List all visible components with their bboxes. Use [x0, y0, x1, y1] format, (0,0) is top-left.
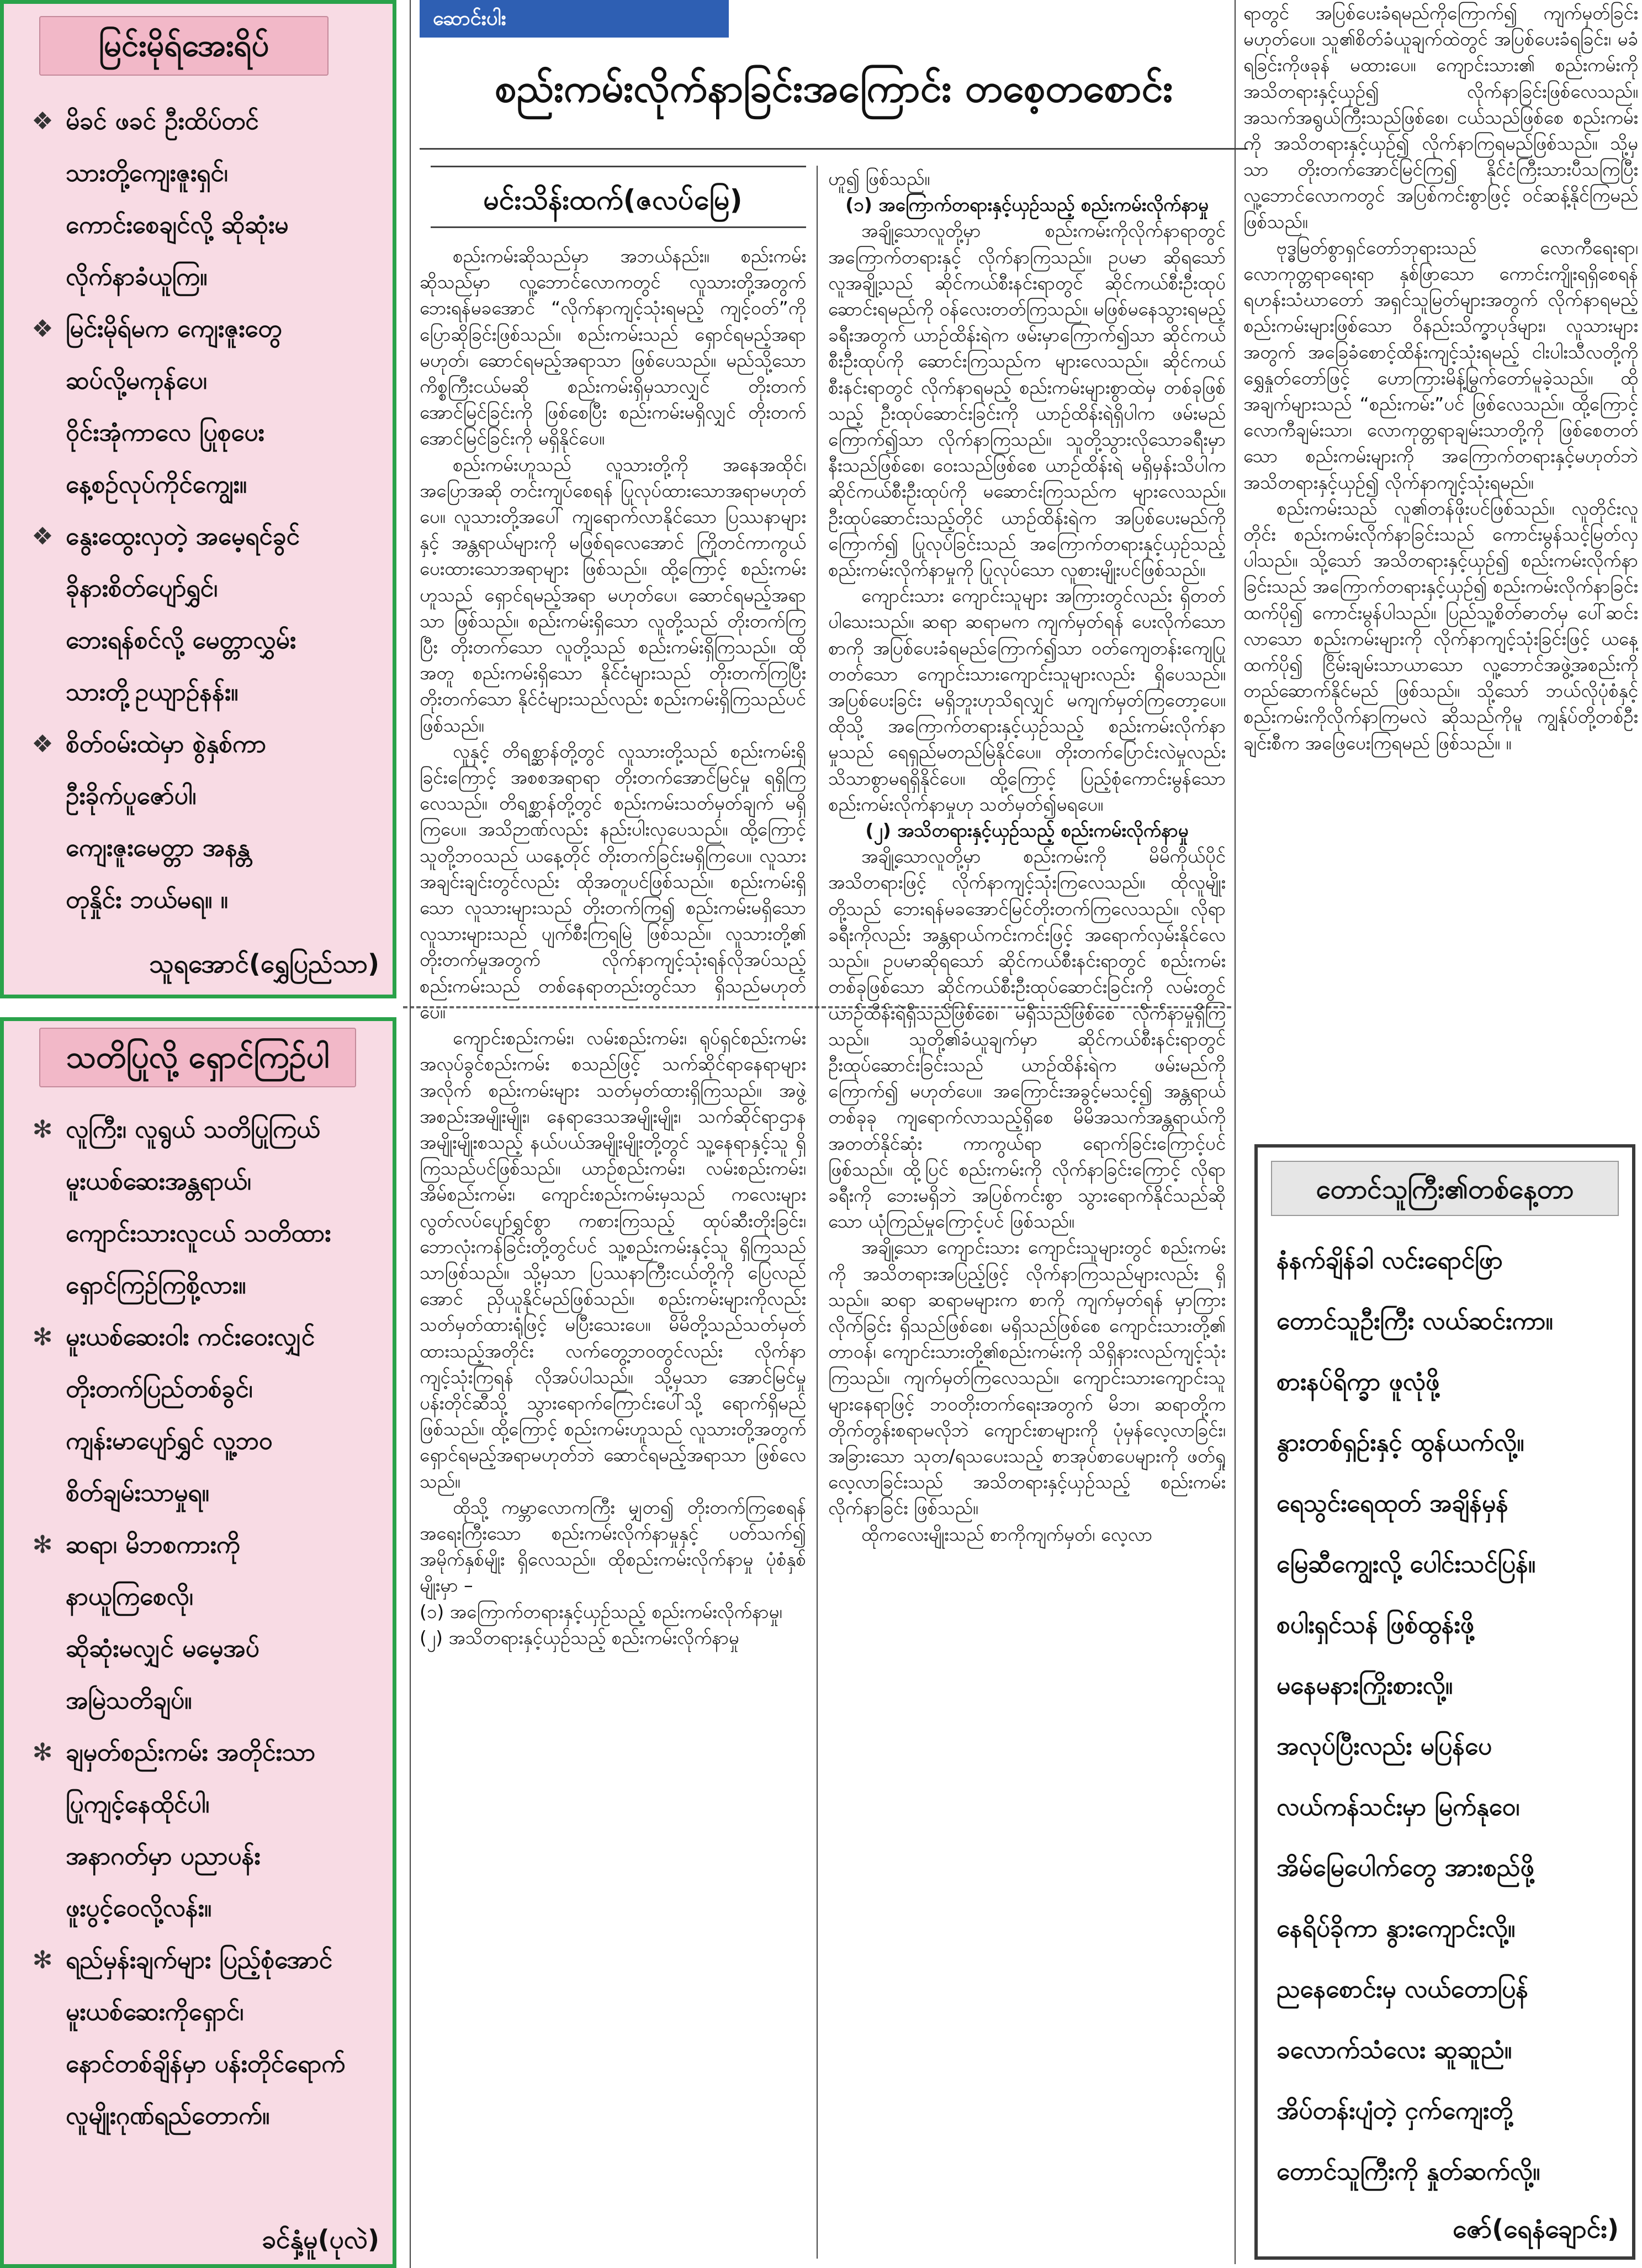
poem-3-credit: ဇော်(ရေနံချောင်း) [1453, 2214, 1619, 2244]
poem-2-body [19, 1104, 395, 2142]
poem-3-line: အလုပ်ပြီးလည်း မပြန်ပေ [1276, 1732, 1492, 1761]
subheading: (၂) အသိတရားနှင့်ယှဉ်သည့် စည်းကမ်းလိုက်နာမှု [865, 820, 1189, 842]
poem-3-line: ခလောက်သံလေး ဆူဆူညံ။ [1276, 2036, 1512, 2064]
poem-2-line: ကျောင်းသားလူငယ် သတိထား [66, 1219, 331, 1247]
poem-2-line: ✻ ချမှတ်စည်းကမ်း အတိုင်းသာ [19, 1727, 395, 1779]
poem-box-3 [1254, 1144, 1635, 2260]
paragraph: ဟူ၍ ဖြစ်သည်။ [828, 168, 930, 189]
paragraph: အချို့သောလူတို့မှာ စည်းကမ်းကိုလိုက်နာရာတွင် အကြောက်တရားနှင့် လိုက်နာကြသည်။ ဥပမာ ဆိုရသော် လူအချို့သည် ဆိုင်ကယ်စီးနင်းရာတွင် ဆိုင်ကယ်စီးဦးထုပ် ဆောင်းရမည်ကို ဝန်လေးတတ်ကြသည်။ မဖြစ်မနေသွားရမည့် ခရီးအတွက် ယာဉ်ထိန်းရဲက ဖမ်းမှာကြောက်၍သာ ဆိုင်ကယ်စီးဦးထုပ်ကို ဆောင်းကြသည်က များလေသည်။ ဆိုင်ကယ်စီးနင်းရာတွင် လိုက်နာရမည့် စည်းကမ်းများစွာထဲမှ တစ်ခုဖြစ်သည့် ဦးထုပ်ဆောင်းခြင်းကို ယာဉ်ထိန်းရဲရှိပါက ဖမ်းမည်ကြောက်၍သာ လိုက်နာကြသည်။ သူတို့သွားလိုသောခရီးမှာ နီးသည်ဖြစ်စေ၊ ဝေးသည်ဖြစ်စေ ယာဉ်ထိန်းရဲ မရှိမှန်းသိပါက ဆိုင်ကယ်စီးဦးထုပ်ကို မဆောင်းကြသည်က များလေသည်။ ဦးထုပ်ဆောင်းသည့်တိုင် ယာဉ်ထိန်းရဲက အပြစ်ပေးမည်ကိုကြောက်၍ ပြုလုပ်ခြင်းသည် အကြောက်တရားနှင့်ယှဉ်သည့် စည်းကမ်းလိုက်နာမှုကို ပြုလုပ်သော လူစားမျိုးပင်ဖြစ်သည်။ [828, 220, 1226, 581]
article-column-3 [1243, 0, 1638, 1110]
poem-1-line: ❖ နွေးထွေးလှတဲ့ အမေ့ရင်ခွင် [19, 511, 395, 563]
poem-1-line: ကျေးဇူးမေတ္တာ အနန္တ [66, 834, 250, 862]
poem-2-line: ✻ မူးယစ်ဆေးဝါး ကင်းဝေးလျှင် [19, 1312, 395, 1363]
stanza-bullet-icon: ❖ [31, 315, 54, 343]
poem-3-line: အိမ်မြေပေါက်တွေ အားစည်ဖို့ [1276, 1854, 1534, 1882]
article-column-1 [420, 243, 806, 2253]
poem-1-line: ကောင်းစေချင်လို့ ဆိုဆုံးမ [66, 211, 289, 239]
poem-3-body [1276, 1230, 1630, 2202]
poem-2-line: အမြဲသတိချပ်။ [66, 1687, 192, 1715]
paragraph: လူနှင့် တိရစ္ဆာန်တို့တွင် လူသားတို့သည် စည်းကမ်းရှိခြင်းကြောင့် အစစအရာရာ တိုးတက်အောင်မြင်မှု ရရှိကြလေသည်။ တိရစ္ဆာန်တို့တွင် စည်းကမ်းသတ်မှတ်ချက် မရှိကြပေ။ အသိဉာဏ်လည်း နည်းပါးလှပေသည်။ ထို့ကြောင့် သူတို့ဘဝသည် ယနေ့တိုင် တိုးတက်ခြင်းမရှိကြပေ။ လူသားအချင်းချင်းတွင်လည်း ထိုအတူပင်ဖြစ်သည်။ စည်းကမ်းရှိသော လူသားများသည် တိုးတက်ကြ၍ စည်းကမ်းမရှိသော လူသားများသည် ပျက်စီးကြရမြဲ ဖြစ်သည်။ လူသားတို့၏ တိုးတက်မှုအတွက် လိုက်နာကျင့်သုံးရန်လိုအပ်သည့် စည်းကမ်းသည် တစ်နေရာတည်းတွင်သာ ရှိသည်မဟုတ်ပေ။ [420, 740, 806, 1023]
poem-3-line: လယ်ကန်သင်းမှာ မြက်နုဝေ၊ [1276, 1793, 1520, 1821]
poem-2-line: မူးယစ်ဆေးအန္တရာယ်၊ [66, 1167, 251, 1196]
poem-1-line: သားတို့ဥယျာဉ်နန်း။ [66, 678, 239, 706]
poem-1-credit: သူရအောင်(ရွှေပြည်သာ) [149, 949, 379, 979]
paragraph: အချို့သောလူတို့မှာ စည်းကမ်းကို မိမိကိုယ်ပိုင် အသိတရားဖြင့် လိုက်နာကျင့်သုံးကြလေသည်။ ထိုလူမျိုးတို့သည် ဘေးရန်မခအောင်မြင်တိုးတက်ကြလေသည်။ လိုရာခရီးကိုလည်း အန္တရာယ်ကင်းကင်းဖြင့် အရောက်လှမ်းနိုင်လေသည်။ ဥပမာဆိုရသော် ဆိုင်ကယ်စီးနင်းရာတွင် စည်းကမ်းတစ်ခုဖြစ်သော ဆိုင်ကယ်စီးဦးထုပ်ဆောင်းခြင်းကို လမ်းတွင် ယာဉ်ထိန်းရဲရှိသည်ဖြစ်စေ၊ မရှိသည်ဖြစ်စေ လိုက်နာမှုရှိကြသည်။ သူတို့၏ခံယူချက်မှာ ဆိုင်ကယ်စီးနင်းရာတွင် ဦးထုပ်ဆောင်းခြင်းသည် ယာဉ်ထိန်းရဲက ဖမ်းမည်ကိုကြောက်၍ မဟုတ်ပေ။ အကြောင်းအခွင့်မသင့်၍ အန္တရာယ်တစ်ခုခု ကျရောက်လာသည့်ရှိစေ မိမိအသက်အန္တရာယ်ကို အတတ်နိုင်ဆုံး ကာကွယ်ရာ ရောက်ခြင်းကြောင့်ပင် ဖြစ်သည်။ ထို့ပြင် စည်းကမ်းကို လိုက်နာခြင်းကြောင့် လိုရာခရီးကို ဘေးမရှိဘဲ အပြစ်ကင်းစွာ သွားရောက်နိုင်သည်ဆိုသော ယုံကြည်မှုကြောင့်ပင် ဖြစ်သည်။ [828, 845, 1226, 1233]
paragraph: စည်းကမ်းဆိုသည်မှာ အဘယ်နည်း။ စည်းကမ်းဆိုသည်မှာ လူ့ဘောင်လောကတွင် လူသားတို့အတွက် ဘေးရန်မခအောင် “လိုက်နာကျင့်သုံးရမည့် ကျင့်ဝတ်”ကို ပြောဆိုခြင်းဖြစ်သည်။ စည်းကမ်းသည် ရှောင်ရမည့်အရာမဟုတ်၊ ဆောင်ရမည့်အရာသာ ဖြစ်ပေသည်။ မည်သို့သော ကိစ္စကြီးငယ်မဆို စည်းကမ်းရှိမှသာလျှင် တိုးတက်အောင်မြင်ခြင်းကို ဖြစ်စေပြီး စည်းကမ်းမရှိလျှင် တိုးတက်အောင်မြင်ခြင်းကို မရှိနိုင်ပေ။ [420, 245, 806, 450]
poem-2-line: စိတ်ချမ်းသာမှုရ။ [66, 1479, 209, 1507]
column-divider [1235, 0, 1236, 2264]
asterisk-bullet-icon: ✻ [32, 1531, 53, 1559]
poem-1-body [19, 96, 395, 926]
stanza-bullet-icon: ❖ [31, 522, 54, 551]
poem-2-line: ကျန်းမာပျော်ရွှင် လူ့ဘဝ [66, 1427, 273, 1455]
poem-2-line: အနာဂတ်မှာ ပညာပန်း [66, 1842, 261, 1870]
stanza-bullet-icon: ❖ [31, 730, 54, 758]
poem-box-1 [0, 0, 396, 998]
headline-rule [420, 148, 1248, 150]
poem-3-line: တောင်သူကြီးကို နှုတ်ဆက်လို့။ [1276, 2158, 1540, 2186]
paragraph: ကျောင်းသား ကျောင်းသူများ အကြားတွင်လည်း ရှိတတ်ပါသေးသည်။ ဆရာ ဆရာမက ကျက်မှတ်ရန် ပေးလိုက်သောစာကို အပြစ်ပေးခံရမည်ကြောက်၍သာ ဝတ်ကျေတန်းကျေပြုတတ်သော ကျောင်းသားကျောင်းသူများလည်း ရှိပေသည်။ အပြစ်ပေးခြင်း မရှိဘူးဟုသိရလျှင် မကျက်မှတ်ကြတော့ပေ။ ထိုသို့ အကြောက်တရားနှင့်ယှဉ်သည့် စည်းကမ်းလိုက်နာမှုသည် ရေရှည်မတည်မြဲနိုင်ပေ။ တိုးတက်ပြောင်းလဲမှုလည်း သိသာစွာမရရှိနိုင်ပေ။ ထို့ကြောင့် ပြည့်စုံကောင်းမွန်သော စည်းကမ်းလိုက်နာမှုဟု သတ်မှတ်၍မရပေ။ [828, 585, 1226, 815]
author-rule [431, 226, 806, 228]
poem-1-line: နေ့စဉ်လုပ်ကိုင်ကျွေး။ [66, 470, 247, 499]
poem-3-line: နံနက်ချိန်ခါ လင်းရောင်ဖြာ [1276, 1246, 1503, 1275]
asterisk-bullet-icon: ✻ [32, 1323, 53, 1351]
poem-1-line: ဝိုင်းအုံကာလေ ပြုစုပေး [66, 419, 264, 447]
list-item: (၂) အသိတရားနှင့်ယှဉ်သည့် စည်းကမ်းလိုက်နာမှု [420, 1626, 739, 1648]
section-label: ဆောင်းပါး [420, 0, 729, 38]
poem-2-line: ✻ ရည်မှန်းချက်များ ပြည့်စုံအောင် [19, 1934, 395, 1986]
poem-1-line: ခိုနားစိတ်ပျော်ရွှင်၊ [66, 574, 218, 602]
poem-2-line: ဖူးပွင့်ဝေလို့လန်း။ [66, 1894, 212, 1922]
poem-3-title: တောင်သူကြီး၏တစ်နေ့တာ [1271, 1161, 1619, 1216]
poem-3-line: အိပ်တန်းပျံတဲ့ ငှက်ကျေးတို့ [1276, 2097, 1513, 2125]
poem-3-line: ရေသွင်းရေထုတ် အချိန်မှန် [1276, 1489, 1508, 1518]
paragraph: ရာတွင် အပြစ်ပေးခံရမည်ကိုကြောက်၍ ကျက်မှတ်ခြင်းမဟုတ်ပေ။ သူ၏စိတ်ခံယူချက်ထဲတွင် အပြစ်ပေးခံရခြင်း၊ မခံရခြင်းကိုဖခုန် မထားပေ။ ကျောင်းသား၏ စည်းကမ်းကို အသိတရားနှင့်ယှဉ်၍ လိုက်နာခြင်းဖြစ်လေသည်။ အသက်အရွယ်ကြီးသည်ဖြစ်စေ၊ ငယ်သည်ဖြစ်စေ စည်းကမ်းကို အသိတရားနှင့်ယှဉ်၍ လိုက်နာကြရမည်ဖြစ်သည်။ သို့မှသာ တိုးတက်အောင်မြင်ကြ၍ နိုင်ငံကြီးသားပီသကြပြီး လူ့ဘောင်လောကတွင် အပြစ်ကင်းစွာဖြင့် ဝင်ဆန့်နိုင်ကြမည် ဖြစ်သည်။ [1243, 2, 1638, 232]
asterisk-bullet-icon: ✻ [32, 1116, 53, 1144]
poem-1-line: ဆပ်လို့မကုန်ပေ၊ [66, 367, 207, 395]
poem-3-line: မြေဆီကျွေးလို့ ပေါင်းသင်ပြန်။ [1276, 1550, 1536, 1578]
poem-3-line: ညနေစောင်းမှ လယ်တောပြန် [1276, 1975, 1529, 2003]
list-item: (၁) အကြောက်တရားနှင့်ယှဉ်သည့် စည်းကမ်းလိုက်နာမှု၊ [420, 1600, 782, 1622]
subheading: (၁) အကြောက်တရားနှင့်ယှဉ်သည့် စည်းကမ်းလိုက်နာမှု [845, 194, 1209, 216]
asterisk-bullet-icon: ✻ [32, 1946, 53, 1974]
article-headline: စည်းကမ်းလိုက်နာခြင်းအကြောင်း တစေ့တစောင်း [494, 66, 1173, 111]
paragraph: အချို့သော ကျောင်းသား ကျောင်းသူများတွင် စည်းကမ်းကို အသိတရားအပြည့်ဖြင့် လိုက်နာကြသည်များလည်း ရှိသည်။ ဆရာ ဆရာမများက စာကို ကျက်မှတ်ရန် မှာကြားလိုက်ခြင်း ရှိသည်ဖြစ်စေ၊ မရှိသည်ဖြစ်စေ ကျောင်းသားတို့၏ တာဝန်၊ ကျောင်းသားတို့၏စည်းကမ်းကို သိရှိနားလည်ကျင့်သုံးကြသည်။ ကျက်မှတ်ကြလေသည်။ ကျောင်းသားကျောင်းသူများနေရာဖြင့် ဘဝတိုးတက်ရေးအတွက် မိဘ၊ ဆရာတို့က တိုက်တွန်းစရာမလိုဘဲ ကျောင်းစာများကို ပုံမှန်လေ့လာခြင်း၊ အခြားသော သုတ/ရသပေးသည့် စာအုပ်စာပေများကို ဖတ်ရှုလေ့လာခြင်းသည် အသိတရားနှင့်ယှဉ်သည့် စည်းကမ်းလိုက်နာခြင်း ဖြစ်သည်။ [828, 1236, 1226, 1519]
article-author: မင်းသိန်းထက်(ဇလပ်မြေ) [483, 184, 743, 216]
poem-box-2 [0, 1017, 396, 2268]
poem-2-line: ရှောင်ကြဉ်ကြစို့လား။ [66, 1271, 246, 1299]
paragraph: စည်းကမ်းဟူသည် လူသားတို့ကို အနေအထိုင်၊ အပြောအဆို တင်းကျပ်စေရန် ပြုလုပ်ထားသောအရာမဟုတ်ပေ။ လူသားတို့အပေါ် ကျရောက်လာနိုင်သော ပြဿနာများနှင့် အန္တရာယ်များကို မဖြစ်ရလေအောင် ကြိုတင်ကာကွယ်ပေးထားသောအရာများ ဖြစ်သည်။ ထို့ကြောင့် စည်းကမ်းဟူသည် ရှောင်ရမည့်အရာ မဟုတ်ပေ၊ ဆောင်ရမည့်အရာသာ ဖြစ်သည်။ စည်းကမ်းရှိသော လူတို့သည် တိုးတက်ကြပြီး တိုးတက်သော လူတို့သည် စည်းကမ်းရှိကြသည်။ ထိုအတူ စည်းကမ်းရှိသော နိုင်ငံများသည် တိုးတက်ကြပြီး တိုးတက်သော နိုင်ငံများသည်လည်း စည်းကမ်းရှိကြသည်ပင် ဖြစ်သည်။ [420, 453, 806, 736]
poem-2-line: မူးယစ်ဆေးကိုရှောင်၊ [66, 1998, 244, 2026]
poem-2-line: ✻ ဆရာ၊ မိဘစကားကို [19, 1519, 395, 1571]
poem-1-line: ❖ မိခင် ဖခင် ဦးထိပ်တင် [19, 96, 395, 147]
poem-2-title: သတိပြုလို့ ရှောင်ကြဉ်ပါ [39, 1028, 356, 1087]
poem-3-line: နေရိပ်ခိုကာ နွားကျောင်းလို့။ [1276, 1915, 1516, 1943]
vertical-rule [410, 0, 411, 2268]
poem-1-line: တုနှိုင်း ဘယ်မရ။ ။ [66, 886, 228, 914]
poem-2-line: ✻ လူကြီး၊ လူရွယ် သတိပြုကြယ် [19, 1104, 395, 1156]
poem-2-line: တိုးတက်ပြည်တစ်ခွင်၊ [66, 1375, 253, 1403]
poem-3-line: မနေမနားကြိုးစားလို့။ [1276, 1672, 1453, 1700]
poem-2-credit: ခင်နှံ့မူ(ပုလဲ) [262, 2224, 379, 2254]
poem-1-line: ❖ စိတ်ဝမ်းထဲမှာ စွဲနှစ်ကာ [19, 718, 395, 770]
poem-2-line: ဆိုဆုံးမလျှင် မမေ့အပ် [66, 1635, 259, 1663]
paragraph: စည်းကမ်းသည် လူ၏တန်ဖိုးပင်ဖြစ်သည်။ လူတိုင်းလူတိုင်း စည်းကမ်းလိုက်နာခြင်းသည် ကောင်းမွန်သင့်မြတ်လှပါသည်။ သို့သော် အသိတရားနှင့်ယှဉ်၍ စည်းကမ်းလိုက်နာခြင်းသည် အကြောက်တရားနှင့်ယှဉ်၍ စည်းကမ်းလိုက်နာခြင်းထက်ပို၍ ကောင်းမွန်ပါသည်။ ပြည်သူ့စိတ်ဓာတ်မှ ပေါ်ဆင်းလာသော စည်းကမ်းများကို လိုက်နာကျင့်သုံးခြင်းဖြင့် ယနေ့ထက်ပို၍ ငြိမ်းချမ်းသာယာသော လူ့ဘောင်အဖွဲ့အစည်းကို တည်ဆောက်နိုင်မည် ဖြစ်သည်။ သို့သော် ဘယ်လိုပုံစံနှင့် စည်းကမ်းကိုလိုက်နာကြမလဲ ဆိုသည်ကိုမူ ကျွန်ုပ်တို့တစ်ဦးချင်းစီက အဖြေပေးကြရမည် ဖြစ်သည်။ ။ [1243, 497, 1638, 754]
paragraph: ဗုဒ္ဓမြတ်စွာရှင်တော်ဘုရားသည် လောကီရေးရာ၊ လောကုတ္တရာရေးရာ နှစ်ဖြာသော ကောင်းကျိုးရရှိစေရန် ရဟန်းသံဃာတော် အရှင်သူမြတ်များအတွက် လိုက်နာရမည့် စည်းကမ်းများဖြစ်သော ဝိနည်းသိက္ခာပုဒ်များ၊ လူသားများအတွက် အခြေခံစောင့်ထိန်းကျင့်သုံးရမည့် ငါးပါးသီလတို့ကို ရွှေနှုတ်တော်ဖြင့် ဟောကြားမိန့်မြွက်တော်မူခဲ့သည်။ ထိုအချက်များသည် “စည်းကမ်း”ပင် ဖြစ်လေသည်။ ထို့ကြောင့် လောကီချမ်းသာ၊ လောကုတ္တရာချမ်းသာတို့ကို ဖြစ်စေတတ်သော စည်းကမ်းများကို အကြောက်တရားနှင့်မဟုတ်ဘဲ အသိတရားနှင့်ယှဉ်၍ လိုက်နာကျင့်သုံးရမည်။ [1243, 236, 1638, 493]
poem-2-line: နာယူကြစေလို၊ [66, 1583, 193, 1611]
poem-2-line: လူမျိုးဂုဏ်ရည်တောက်။ [66, 2102, 270, 2130]
poem-3-line: နွားတစ်ရှဉ်းနှင့် ထွန်ယက်လို့။ [1276, 1429, 1524, 1457]
paragraph: ကျောင်းစည်းကမ်း၊ လမ်းစည်းကမ်း၊ ရုပ်ရှင်စည်းကမ်း အလုပ်ခွင်စည်းကမ်း စသည်ဖြင့် သက်ဆိုင်ရာနေရာများအလိုက် စည်းကမ်းများ သတ်မှတ်ထားရှိကြသည်။ အဖွဲ့အစည်းအမျိုးမျိုး၊ နေရာဒေသအမျိုးမျိုး၊ သက်ဆိုင်ရာဌာနအမျိုးမျိုးစသည့် နယ်ပယ်အမျိုးမျိုးတို့တွင် သူ့နေရာနှင့်သူ ရှိကြသည်ပင်ဖြစ်သည်။ ယာဉ်စည်းကမ်း၊ လမ်းစည်းကမ်း၊ အိမ်စည်းကမ်း၊ ကျောင်းစည်းကမ်းမှသည် ကလေးများ လွတ်လပ်ပျော်ရွှင်စွာ ကစားကြသည့် ထုပ်ဆီးတိုးခြင်း၊ ဘောလုံးကန်ခြင်းတို့တွင်ပင် သူ့စည်းကမ်းနှင့်သူ ရှိကြသည်သာဖြစ်သည်။ သို့မှသာ ပြဿနာကြီးငယ်တို့ကို ပြေလည်အောင် ညှိယူနိုင်မည်ဖြစ်သည်။ စည်းကမ်းများကိုလည်း သတ်မှတ်ထားရုံဖြင့် မပြီးသေးပေ။ မိမိတို့သည်သတ်မှတ်ထားသည့်အတိုင်း လက်တွေ့ဘဝတွင်လည်း လိုက်နာကျင့်သုံးကြရန် လိုအပ်ပါသည်။ သို့မှသာ အောင်မြင်မှုပန်းတိုင်ဆီသို့ သွားရောက်ကြောင်းပေါ်သို့ ရောက်ရှိမည်ဖြစ်သည်။ ထို့ကြောင့် စည်းကမ်းဟူသည် လူသားတို့အတွက် ရှောင်ရမည့်အရာမဟုတ်ဘဲ ဆောင်ရမည့်အရာသာ ဖြစ်လေသည်။ [420, 1027, 806, 1492]
poem-2-line: နောင်တစ်ချိန်မှာ ပန်းတိုင်ရောက် [66, 2050, 346, 2078]
poem-1-title: မြင်းမိုရ်အေးရိပ် [39, 16, 329, 76]
asterisk-bullet-icon: ✻ [32, 1738, 53, 1767]
poem-1-line: သားတို့ကျေးဇူးရှင်၊ [66, 159, 228, 187]
author-rule [431, 166, 806, 167]
poem-3-line: စားနပ်ရိက္ခာ ဖူလုံဖို့ [1276, 1368, 1440, 1396]
poem-1-line: ဘေးရန်စင်လို့ မေတ္တာလွှမ်း [66, 626, 296, 654]
stanza-bullet-icon: ❖ [31, 107, 54, 135]
poem-3-line: စပါးရှင်သန် ဖြစ်ထွန်းဖို့ [1276, 1611, 1474, 1639]
paragraph: ထိုကလေးမျိုးသည် စာကိုကျက်မှတ်၊ လေ့လာ [861, 1523, 1153, 1545]
article-column-2 [828, 166, 1226, 2259]
poem-3-line: တောင်သူဦးကြီး လယ်ဆင်းကာ။ [1276, 1307, 1553, 1335]
poem-1-line: ❖ မြင်းမိုရ်မက ကျေးဇူးတွေ [19, 303, 395, 355]
paragraph: ထိုသို့ ကမ္ဘာလောကကြီး မျှတ၍ တိုးတက်ကြစေရန် အရေးကြီးသော စည်းကမ်းလိုက်နာမှုနှင့် ပတ်သက်၍ အမိုက်နှစ်မျိုး ရှိလေသည်။ ထိုစည်းကမ်းလိုက်နာမှု ပုံစံနှစ်မျိုးမှာ – [420, 1496, 806, 1596]
column-divider [817, 166, 818, 2259]
poem-1-line: လိုက်နာခံယူကြ။ [66, 263, 208, 291]
poem-2-line: ပြုကျင့်နေထိုင်ပါ၊ [66, 1790, 210, 1818]
poem-1-line: ဦးခိုက်ပူဇော်ပါ၊ [66, 782, 197, 810]
